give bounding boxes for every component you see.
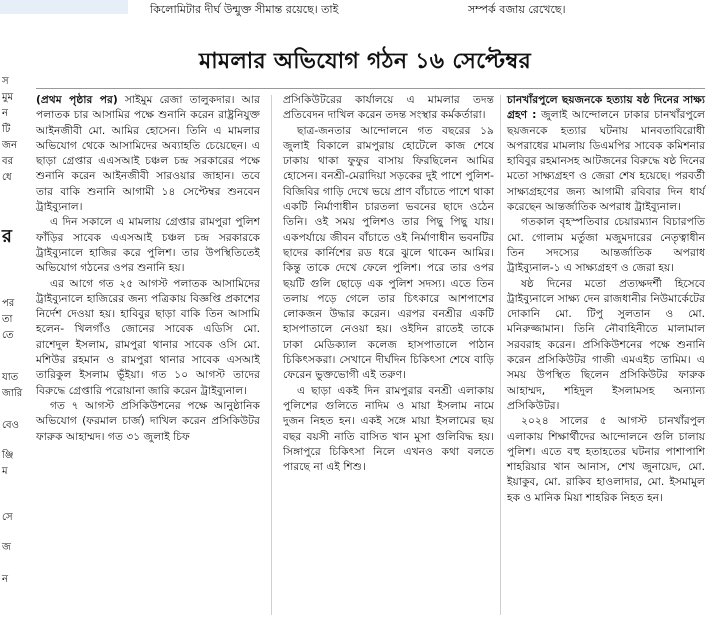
left-edge-fragments — [0, 70, 23, 610]
paragraph: ষষ্ঠ দিনের মতো প্রত্যক্ষদর্শী হিসেবে ট্রাইব্যুনালে সাক্ষ্য দেন রাজধানীর নিউমার্কেটের দোকানি মো. টিপু সুলতান ও মো. মনিরুজ্জামান। তিনি নৌবাহিনীতে মালামাল সরবরাহ করেন। প্রসিকিউশনের পক্ষে শুনানি করেন প্রসিকিউটর গাজী এমএইচ তামিম। এ সময় উপস্থিত ছিলেন প্রসিকিউটর ফারুক আহাম্মদ, শহিদুল ইসলামসহ অন্যান্য প্রসিকিউটর। — [507, 276, 705, 412]
paragraph: এ দিন সকালে এ মামলায় গ্রেপ্তার রামপুরা পুলিশ ফাঁড়ির সাবেক এএসআই চঞ্চল চন্দ্র সরকারকে ট্রাইব্যুনালে হাজির করে পুলিশ। তার উপস্থিতিতেই অভিযোগ গঠনের ওপর শুনানি হয়। — [36, 215, 260, 275]
edge-text: বেও — [2, 420, 19, 431]
edge-text: স — [2, 76, 9, 87]
article-column-3 — [507, 92, 705, 617]
paragraph: প্রসিকিউটরের কার্যালয়ে এ মামলার তদন্ত প্রতিবেদন দাখিল করেন তদন্ত সংস্থার কর্মকর্তারা। — [283, 93, 494, 122]
paragraph: গত ৭ আগস্ট প্রসিকিউশনের পক্ষে আনুষ্ঠানিক অভিযোগ (ফরমাল চার্জ) দাখিল করেন প্রসিকিউটর ফারুক আহাম্মদ। গত ৩১ জুলাই চিফ — [36, 398, 260, 443]
edge-text: ধে — [2, 172, 12, 183]
edge-text: সে — [2, 512, 13, 523]
column-divider — [500, 95, 501, 615]
paragraph-text: জুলাই আন্দোলনে ঢাকার চানখাঁরপুলে ছয়জনকে হত্যার ঘটনায় মানবতাবিরোধী অপরাধের মামলায় ডিএমপির সাবেক কমিশনার হাবিবুর রহমানসহ আটজনের বিরুদ্ধে ষষ্ঠ দিনের মতো সাক্ষ্যগ্রহণ ও জেরা শেষ হয়েছে। পরবর্তী সাক্ষ্যগ্রহণের জন্য আগামী রবিবার দিন ধার্য করেছেন আন্তর্জাতিক অপরাধ ট্রাইব্যুনাল। — [507, 108, 705, 214]
subheading: চানখাঁরপুলে ছয়জনকে হত্যায় ষষ্ঠ দিনের সাক্ষ্য গ্রহণ : — [507, 93, 705, 122]
top-strip — [0, 0, 715, 18]
edge-text: পর — [2, 298, 15, 309]
edge-text: যাত — [2, 372, 19, 383]
edge-text: জারি — [2, 388, 23, 399]
paragraph: এর আগে গত ২৫ আগস্ট পলাতক আসামিদের ট্রাইব্যুনালে হাজিরের জন্য পত্রিকায় বিজ্ঞপ্তি প্রকাশের নির্দেশ দেওয়া হয়। হাবিবুর ছাড়া বাকি তিন আসামি হলেন- খিলগাঁও জোনের সাবেক এডিসি মো. রাশেদুল ইসলাম, রামপুরা থানার সাবেক ওসি মো. মশিউর রহমান ও রামপুরা থানার সাবেক এসআই তারিকুল ইসলাম ভূঁইয়া। গত ১০ আগস্ট তাদের বিরুদ্ধে গ্রেপ্তারি পরোয়ানা জারি করেন ট্রাইব্যুনাল। — [36, 276, 260, 397]
edge-text: বর — [2, 156, 14, 167]
edge-text: ঞ্জি — [2, 450, 14, 461]
paragraph: গতকাল বৃহস্পতিবার চেয়ারম্যান বিচারপতি মো. গোলাম মর্তুজা মজুমদারের নেতৃত্বাধীন তিন সদস্যের আন্তর্জাতিক অপরাধ ট্রাইব্যুনাল-১ এ সাক্ষ্যগ্রহণ ও জেরা হয়। — [507, 215, 705, 275]
continuation-label: (প্রথম পৃষ্ঠার পর) — [36, 93, 118, 106]
paragraph: এ ছাড়া একই দিন রামপুরার বনশ্রী এলাকায় পুলিশের গুলিতে নাদিম ও মায়া ইসলাম নামে দুজন নিহত হন। একই সঙ্গে মায়া ইসলামের ছয় বছর বয়সী নাতি বাসিত খান মুসা গুলিবিদ্ধ হয়। সিঙ্গাপুরে চিকিৎসা নিলে এখনও কথা বলতে পারছে না এই শিশু। — [283, 383, 494, 474]
edge-text: মুম — [2, 92, 14, 103]
paragraph: ২০২৪ সালের ৫ আগস্ট চানখাঁরপুল এলাকায় শিক্ষার্থীদের আন্দোলনে গুলি চালায় পুলিশ। এতে বহু হতাহতের ঘটনার পাশাপাশি শাহরিয়ার খান আনাস, শেখ জুনায়েদ, মো. ইয়াকুব, মো. রাকিব হাওলাদার, মো. ইসমামুল হক ও মানিক মিয়া শাহরিক নিহত হন। — [507, 414, 705, 504]
article-column-2 — [283, 92, 494, 617]
top-fragment-right: সম্পর্ক বজায় রেখেছে। — [468, 3, 566, 16]
edge-text: ম — [2, 466, 8, 477]
edge-text: র — [2, 226, 12, 247]
headline: মামলার অভিযোগ গঠন ১৬ সেপ্টেম্বর — [199, 47, 531, 74]
edge-text: তা — [2, 314, 13, 325]
column-divider — [271, 95, 272, 615]
paragraph — [36, 92, 260, 214]
paragraph — [507, 92, 705, 214]
paragraph: ছাত্র-জনতার আন্দোলনে গত বছরের ১৯ জুলাই বিকালে রামপুরায় হোটেলে কাজ শেষে ঢাকায় থাকা ফুফুর বাসায় ফিরছিলেন আমির হোসেন। বনশ্রী-মেরাদিয়া সড়কের দুই পাশে পুলিশ-বিজিবির গাড়ি দেখে ভয়ে প্রাণ বাঁচাতে পাশে থাকা একটি নির্মাণাধীন চারতলা ভবনের ছাদে ওঠেন তিনি। ওই সময় পুলিশও তার পিছু পিছু যায়। একপর্যায়ে জীবন বাঁচাতে ওই নির্মাণাধীন ভবনটির ছাদের কার্নিশের রড ধরে ঝুলে থাকেন আমির। কিন্তু তাকে দেখে ফেলে পুলিশ। পরে তার ওপর ছয়টি গুলি ছোড়ে এক পুলিশ সদস্য। এতে তিন তলায় পড়ে গেলে তার চিৎকারে আশপাশের লোকজন উদ্ধার করেন। এরপর বনশ্রীর একটি হাসপাতালে নেওয়া হয়। ওইদিন রাতেই তাকে ঢাকা মেডিক্যাল কলেজ হাসপাতালে পাঠান চিকিৎসকরা। সেখানে দীর্ঘদিন চিকিৎসা শেষে বাড়ি ফেরেন ভুক্তভোগী এই তরুণ। — [283, 123, 494, 382]
edge-text: টি — [2, 124, 11, 135]
top-fragment-left: কিলোমিটার দীর্ঘ উন্মুক্ত সীমান্ত রয়েছে। তাই — [150, 3, 339, 16]
edge-text: জ — [2, 542, 11, 553]
headline-rule — [36, 88, 705, 89]
paragraph-text: সাইমুম রেজা তালুকদার। আর পলাতক চার আসামির পক্ষে শুনানি করেন রাষ্ট্রনিযুক্ত আইনজীবী মো. আমির হোসেন। তিনি এ মামলার অভিযোগ থেকে আসামিদের অব্যাহতি চেয়েছেন। এ ছাড়া গ্রেপ্তার এএসআই চঞ্চল চন্দ্র সরকারের পক্ষে শুনানি করেন আইনজীবী সারওয়ার জাহান। তবে তার বাকি শুনানি আগামী ১৪ সেপ্টেম্বর শুনবেন ট্রাইব্যুনাল। — [36, 93, 260, 214]
top-strip-shade — [0, 0, 128, 14]
edge-text: তে — [2, 330, 14, 341]
edge-text: ন — [2, 574, 8, 585]
edge-text: ন — [2, 108, 8, 119]
edge-text: জন — [2, 140, 17, 151]
article-column-1 — [36, 92, 260, 617]
